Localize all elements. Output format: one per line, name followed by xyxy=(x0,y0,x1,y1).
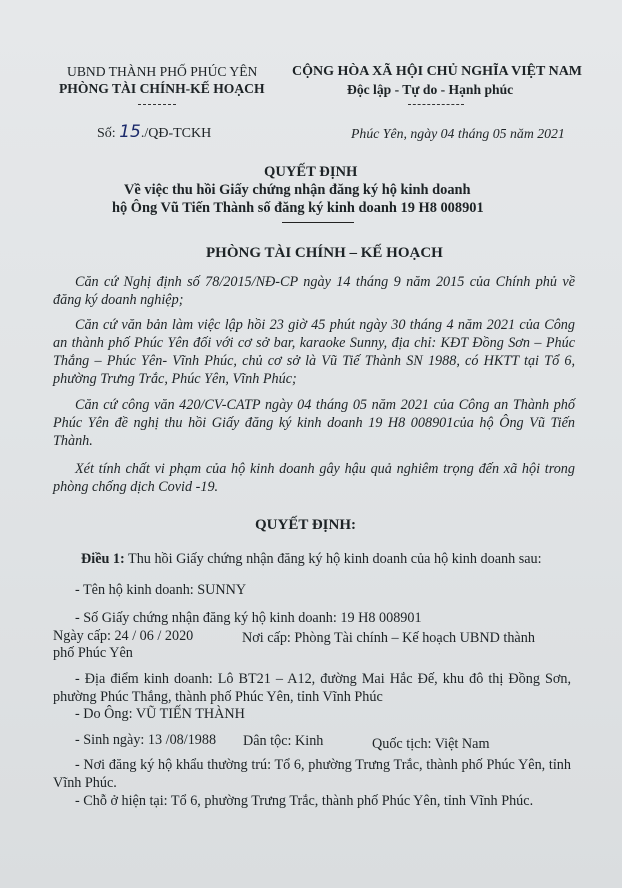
decision-number xyxy=(97,122,211,142)
business-location: - Địa điểm kinh doanh: Lô BT21 – A12, đường Mai Hắc Đế, khu đô thị Đồng Sơn, phường Phúc Thắng, thành phố Phúc Yên, tỉnh Vĩnh Phúc xyxy=(53,671,571,705)
registered-residence: - Nơi đăng ký hộ khẩu thường trú: Tổ 6, phường Trưng Trắc, thành phố Phúc Yên, tỉnh Vĩnh Phúc. xyxy=(53,757,571,791)
motto-divider xyxy=(408,104,464,105)
national-motto: Độc lập - Tự do - Hạnh phúc xyxy=(347,82,514,97)
issue-date: Ngày cấp: 24 / 06 / 2020 xyxy=(53,628,194,644)
agency-name: PHÒNG TÀI CHÍNH-KẾ HOẠCH xyxy=(59,81,265,96)
date-of-birth: - Sinh ngày: 13 /08/1988 xyxy=(75,732,217,748)
number-prefix: Số: xyxy=(97,126,116,141)
number-suffix: ./QĐ-TCKH xyxy=(140,126,212,141)
article-1-text: Thu hồi Giấy chứng nhận đăng ký hộ kinh doanh của hộ kinh doanh sau: xyxy=(128,551,542,567)
decision-heading: QUYẾT ĐỊNH: xyxy=(255,517,356,533)
issued-by: Nơi cấp: Phòng Tài chính – Kế hoạch UBND thành xyxy=(242,630,535,646)
business-name: - Tên hộ kinh doanh: SUNNY xyxy=(75,582,247,598)
national-title: CỘNG HÒA XÃ HỘI CHỦ NGHĨA VIỆT NAM xyxy=(292,64,583,79)
basis-paragraph-3: Căn cứ công văn 420/CV-CATP ngày 04 tháng 05 năm 2021 của Công an Thành phố Phúc Yên đề nghị thu hồi Giấy đăng ký kinh doanh 19 H8 008901của hộ Ông Vũ Tiến Thành. xyxy=(53,397,575,449)
title-underline xyxy=(282,222,354,223)
owner-name: - Do Ông: VŨ TIẾN THÀNH xyxy=(75,706,245,722)
current-residence: - Chỗ ở hiện tại: Tổ 6, phường Trưng Trắc, thành phố Phúc Yên, tỉnh Vĩnh Phúc. xyxy=(75,793,534,809)
agency-divider xyxy=(138,104,176,105)
ethnicity: Dân tộc: Kinh xyxy=(243,733,324,749)
basis-paragraph-1: Căn cứ Nghị định số 78/2015/NĐ-CP ngày 14 tháng 9 năm 2015 của Chính phủ về đăng ký doanh nghiệp; xyxy=(53,274,575,308)
subject-line-2: hộ Ông Vũ Tiến Thành số đăng ký kinh doanh 19 H8 008901 xyxy=(112,200,484,216)
issuer-heading: PHÒNG TÀI CHÍNH – KẾ HOẠCH xyxy=(206,245,443,261)
basis-paragraph-4: Xét tính chất vi phạm của hộ kinh doanh gây hậu quả nghiêm trọng đến xã hội trong phòng chống dịch Covid -19. xyxy=(53,461,575,495)
basis-paragraph-2: Căn cứ văn bản làm việc lập hồi 23 giờ 45 phút ngày 30 tháng 4 năm 2021 của Công an thành phố Phúc Yên đối với cơ sở bar, karaoke Sunny, địa chỉ: KĐT Đồng Sơn – Phúc Thắng – Phúc Yên- Vĩnh Phúc, chủ cơ sở là Vũ Tiế Thành SN 1988, có HKTT tại Tổ 6, phường Trưng Trắc, Phúc Yên, Vĩnh Phúc; xyxy=(53,317,575,387)
place-date: Phúc Yên, ngày 04 tháng 05 năm 2021 xyxy=(351,126,565,141)
nationality: Quốc tịch: Việt Nam xyxy=(372,736,490,752)
agency-parent: UBND THÀNH PHỐ PHÚC YÊN xyxy=(67,64,258,79)
subject-line-1: Về việc thu hồi Giấy chứng nhận đăng ký hộ kinh doanh xyxy=(124,182,471,198)
decision-title: QUYẾT ĐỊNH xyxy=(264,164,358,180)
article-1-label: Điều 1: xyxy=(81,551,125,567)
number-handwritten: 15 xyxy=(119,122,141,142)
issued-by-continued: phố Phúc Yên xyxy=(53,645,133,661)
article-1 xyxy=(53,550,567,568)
certificate-number: - Số Giấy chứng nhận đăng ký hộ kinh doanh: 19 H8 008901 xyxy=(75,610,422,626)
